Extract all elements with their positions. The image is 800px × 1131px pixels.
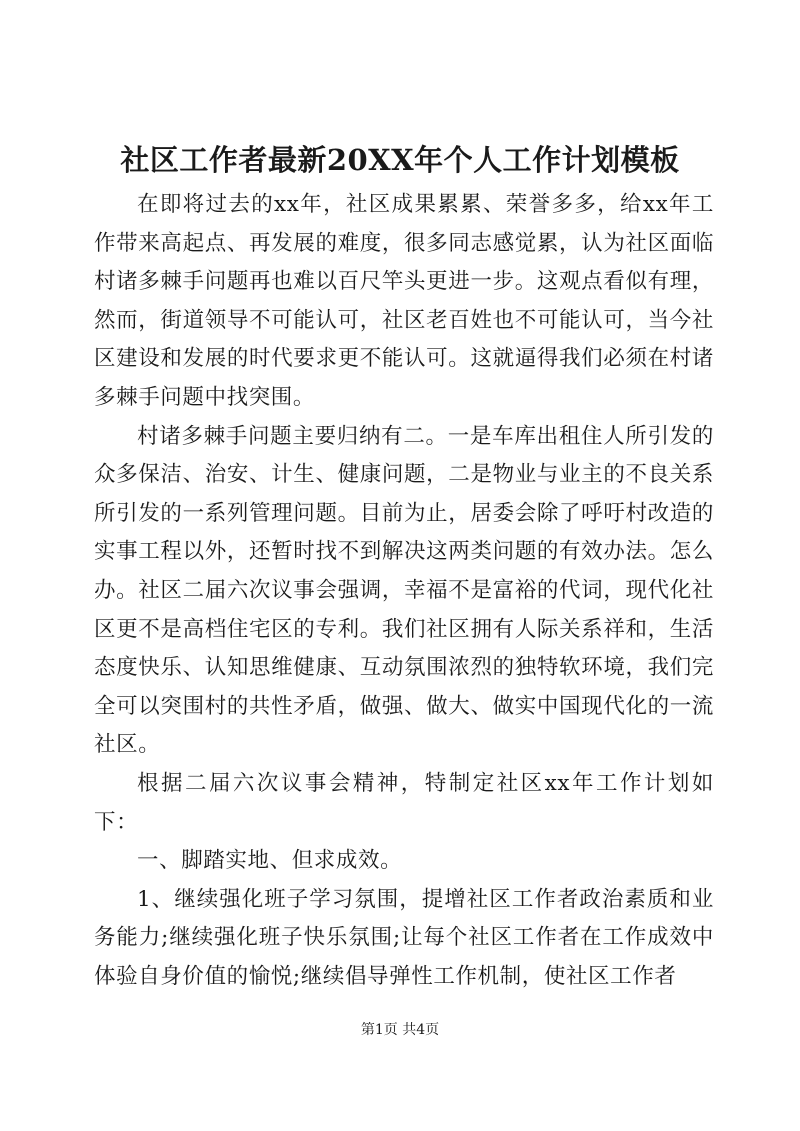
document-title: 社区工作者最新20XX年个人工作计划模板: [120, 143, 680, 177]
page-number-footer: 第1页 共4页: [360, 1022, 440, 1038]
paragraph-problems: 村诸多棘手问题主要归纳有二。一是车库出租住人所引发的众多保洁、治安、计生、健康问题，二是物业与业主的不良关系所引发的一系列管理问题。目前为止，居委会除了呼吁村改造的实事工程以外，还暂时找不到解决这两类问题的有效办法。怎么办。社区二届六次议事会强调，幸福不是富裕的代词，现代化社区更不是高档住宅区的专利。我们社区拥有人际关系祥和，生活态度快乐、认知思维健康、互动氛围浓烈的独特软环境，我们完全可以突围村的共性矛盾，做强、做大、做实中国现代化的一流社区。: [94, 423, 714, 758]
section-heading-1: 一、脚踏实地、但求成效。: [137, 848, 403, 874]
paragraph-intro: 在即将过去的xx年，社区成果累累、荣誉多多，给xx年工作带来高起点、再发展的难度，很多同志感觉累，认为社区面临村诸多棘手问题再也难以百尺竿头更进一步。这观点看似有理，然而，街道领导不可能认可，社区老百姓也不可能认可，当今社区建设和发展的时代要求更不能认可。这就逼得我们必须在村诸多棘手问题中找突围。: [94, 192, 714, 410]
paragraph-item-1: 1、继续强化班子学习氛围，提增社区工作者政治素质和业务能力;继续强化班子快乐氛围;让每个社区工作者在工作成效中体验自身价值的愉悦;继续倡导弹性工作机制，使社区工作者: [94, 886, 714, 989]
paragraph-plan-intro: 根据二届六次议事会精神，特制定社区xx年工作计划如下：: [94, 770, 714, 835]
document-body: [94, 186, 714, 996]
